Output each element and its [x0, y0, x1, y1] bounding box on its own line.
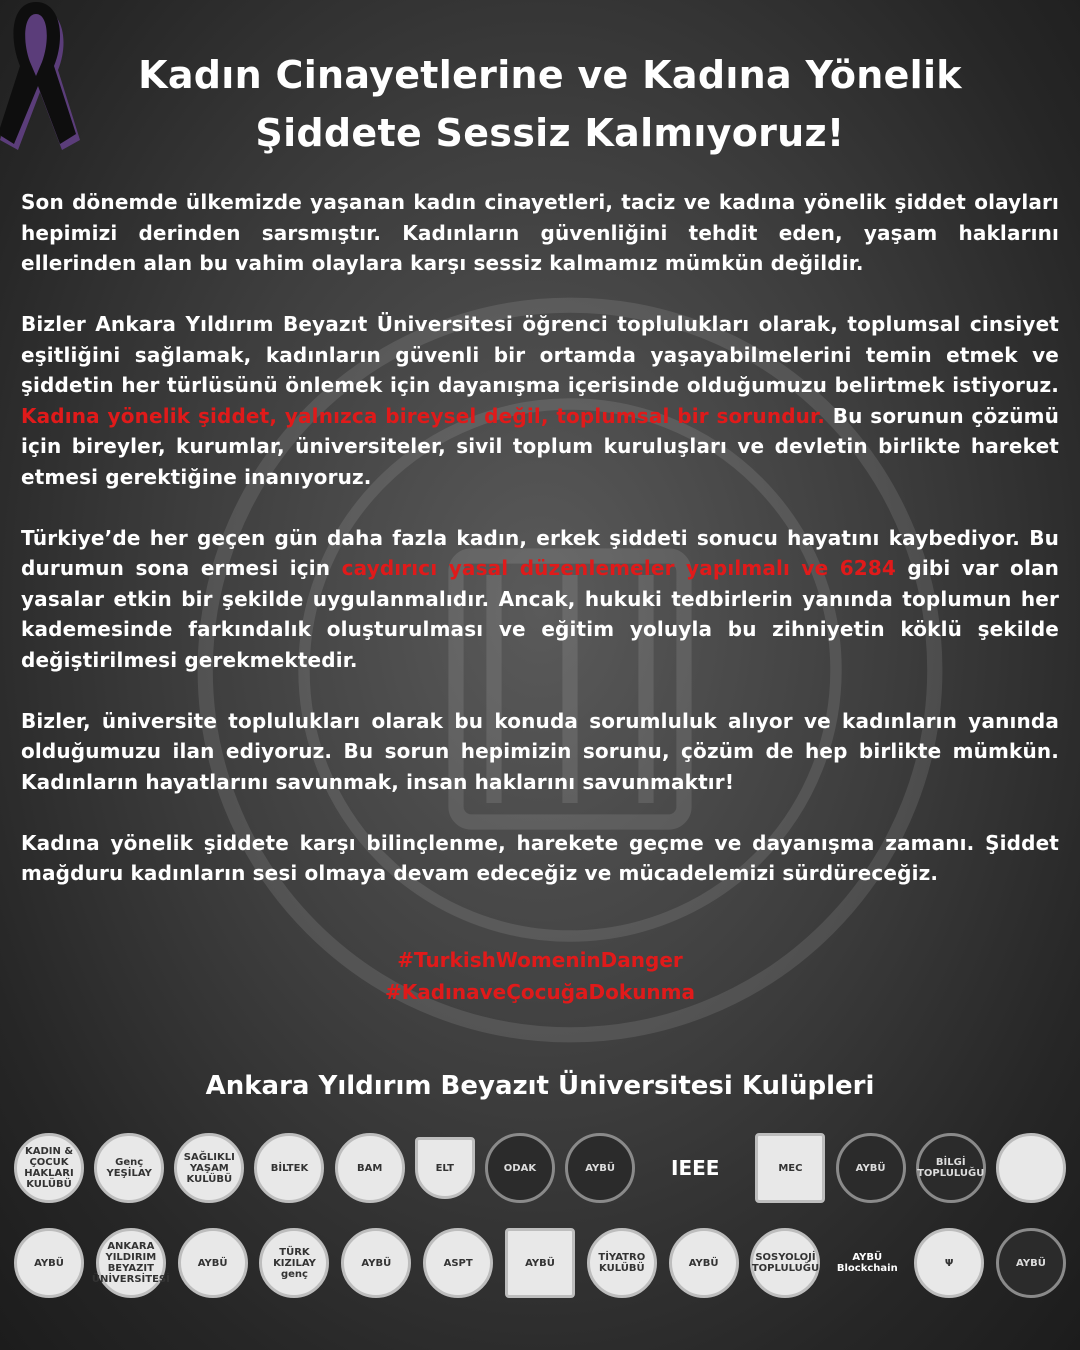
club-logo: AYBÜ — [14, 1228, 84, 1298]
club-logo: BİLTEK — [254, 1133, 324, 1203]
paragraph-2 — [21, 309, 1059, 492]
paragraph-3-highlight: caydırıcı yasal düzenlemeler yapılmalı ve 6284 — [341, 556, 896, 580]
club-logo: AYBÜ — [669, 1228, 739, 1298]
club-logos-row-2 — [14, 1210, 1066, 1316]
club-logo: SOSYOLOJİ TOPLULUĞU — [750, 1228, 820, 1298]
club-logo: AYBÜ — [505, 1228, 575, 1298]
club-logo: TİYATRO KULÜBÜ — [587, 1228, 657, 1298]
paragraph-3-text-b: gibi var olan yasalar etkin bir şekilde uygulanmalıdır. Ancak, hukuki tedbirlerin yanında toplumun her kademesinde farkındalık oluşturulması ve eğitim yoluyla bu zihniyetin köklü şekilde değiştirilmesi gerekmektedir. — [21, 556, 1059, 672]
paragraph-3 — [21, 523, 1059, 676]
paragraph-2-text-a: Bizler Ankara Yıldırım Beyazıt Üniversitesi öğrenci toplulukları olarak, toplumsal cinsiyet eşitliğini sağlamak, kadınların güvenli bir ortamda yaşayabilmelerini temin etmek ve şiddetin her türlüsünü önlemek için dayanışma içerisinde olduğumuzu belirtmek istiyoruz. — [21, 312, 1059, 397]
paragraph-2-text-b: Bu sorunun çözümü için bireyler, kurumlar, üniversiteler, sivil toplum kuruluşları ve devletin birlikte hareket etmesi gerektiğine inanıyoruz. — [21, 403, 1059, 489]
club-logos-row-1 — [14, 1128, 1066, 1208]
club-logo: ASPT — [423, 1228, 493, 1298]
clubs-title: Ankara Yıldırım Beyazıt Üniversitesi Kulüpleri — [205, 1071, 875, 1101]
club-logo: AYBÜ — [341, 1228, 411, 1298]
club-logo: KADIN & ÇOCUK HAKLARI KULÜBÜ — [14, 1133, 84, 1203]
club-logo: ODAK — [485, 1133, 555, 1203]
title-line-2: Şiddete Sessiz Kalmıyoruz! — [255, 111, 845, 155]
club-logo: AYBÜ — [565, 1133, 635, 1203]
paragraph-4: Bizler, üniversite toplulukları olarak bu konuda sorumluluk alıyor ve kadınların yanında olduğumuzu ilan ediyoruz. Bu sorun hepimizin sorunu, çözüm de hep birlikte mümkün. Kadınların hayatlarını savunmak, insan haklarını savunmaktır! — [21, 708, 1059, 794]
club-logo: MEC — [755, 1133, 825, 1203]
club-logo: ANKARA YILDIRIM BEYAZIT ÜNİVERSİTESİ — [96, 1228, 166, 1298]
title-line-1: Kadın Cinayetlerine ve Kadına Yönelik — [138, 53, 962, 97]
page-title — [60, 46, 1040, 162]
club-logo — [996, 1133, 1066, 1203]
club-logo: BİLGİ TOPLULUĞU — [916, 1133, 986, 1203]
paragraph-2-highlight: Kadına yönelik şiddet, yalnızca bireysel değil, toplumsal bir sorundur. — [21, 403, 825, 428]
club-logo: AYBÜ — [836, 1133, 906, 1203]
club-logo: AYBÜ Blockchain — [836, 1252, 898, 1274]
hashtags — [0, 944, 1080, 1008]
club-logo: SAĞLIKLI YAŞAM KULÜBÜ — [174, 1133, 244, 1203]
paragraph-5: Kadına yönelik şiddete karşı bilinçlenme, harekete geçme ve dayanışma zamanı. Şiddet mağduru kadınların sesi olmaya devam edeceğiz ve mücadelemizi sürdüreceğiz. — [21, 830, 1059, 885]
club-logo: Ψ — [914, 1228, 984, 1298]
statement-body — [21, 187, 1059, 919]
club-logo: IEEE — [671, 1155, 720, 1180]
paragraph-3-text-a: Türkiye’de her geçen gün daha fazla kadın, erkek şiddeti sonucu hayatını kaybediyor. Bu durumun sona ermesi için — [21, 525, 1059, 580]
club-logo: TÜRK KIZILAY genç — [259, 1228, 329, 1298]
hashtag-1: #TurkishWomeninDanger — [397, 948, 683, 972]
club-logo: ELT — [415, 1137, 475, 1199]
club-logo: BAM — [335, 1133, 405, 1203]
hashtag-2: #KadınaveÇocuğaDokunma — [384, 980, 696, 1004]
club-logo: AYBÜ — [178, 1228, 248, 1298]
club-logo: AYBÜ — [996, 1228, 1066, 1298]
club-logo: Genç YEŞİLAY — [94, 1133, 164, 1203]
paragraph-1: Son dönemde ülkemizde yaşanan kadın cinayetleri, taciz ve kadına yönelik şiddet olayları hepimizi derinden sarsmıştır. Kadınların güvenliğini tehdit eden, yaşam haklarını ellerinden alan bu vahim olaylara karşı sessiz kalmamız mümkün değildir. — [21, 190, 1059, 275]
